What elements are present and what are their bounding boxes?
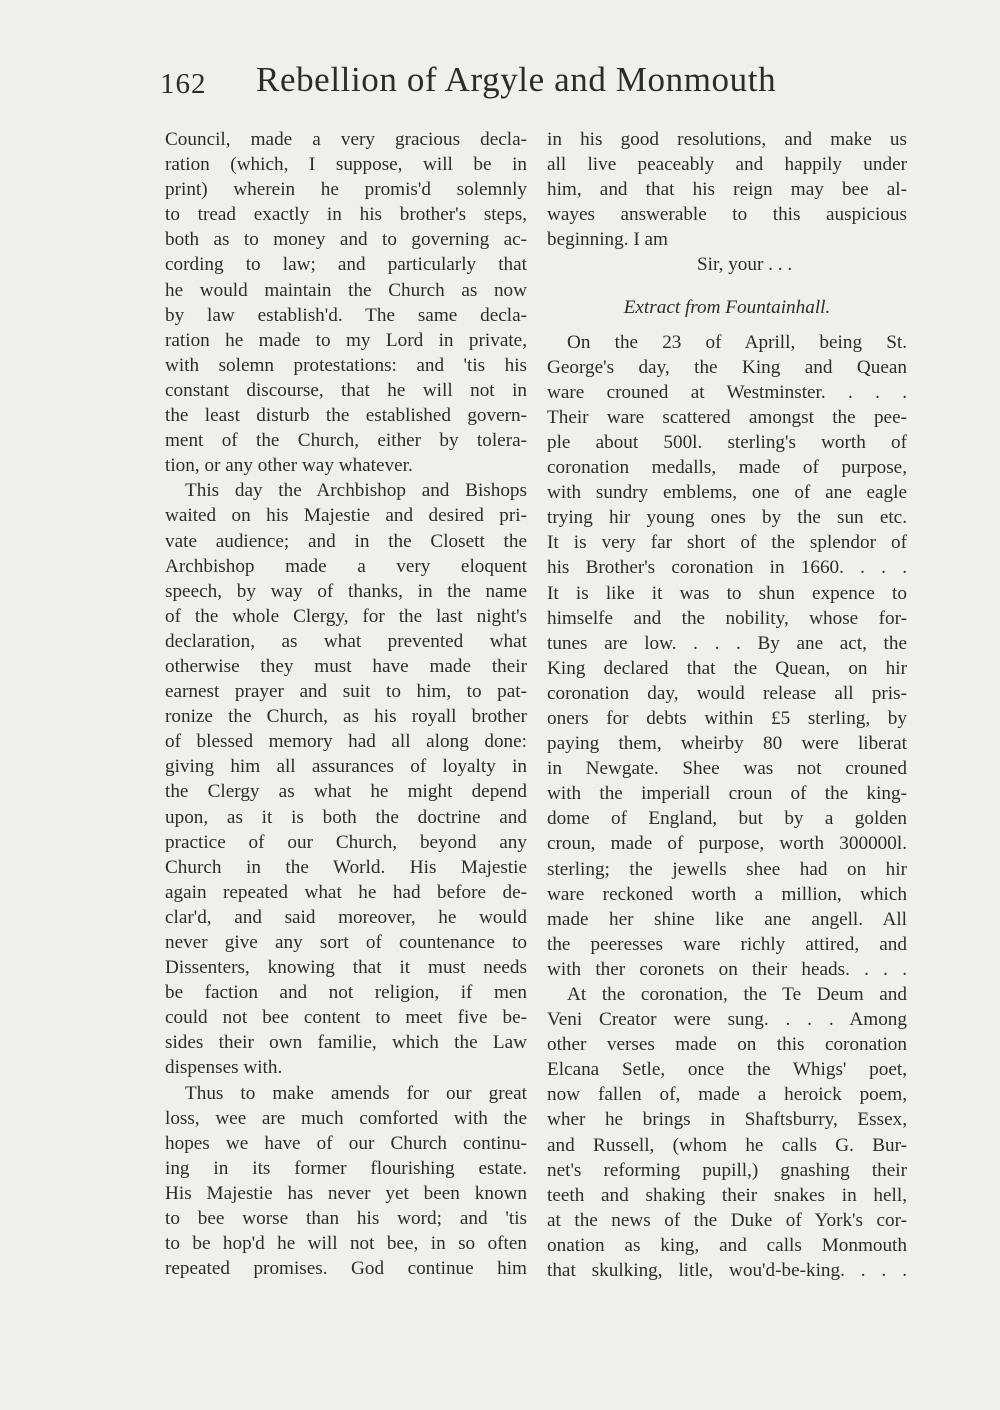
- paragraph-first-line: On the 23 of Aprill, being St.: [567, 331, 907, 353]
- text-line: hopes we have of our Church continu-: [165, 1132, 527, 1154]
- text-line: at the news of the Duke of York's cor-: [547, 1209, 907, 1231]
- text-line: dome of England, but by a golden: [547, 808, 907, 830]
- text-line: declaration, as what prevented what: [165, 630, 527, 652]
- paragraph-first-line: This day the Archbishop and Bishops: [185, 480, 527, 502]
- paragraph-first-line: At the coronation, the Te Deum and: [567, 984, 907, 1005]
- text-line: earnest prayer and suit to him, to pat-: [165, 681, 527, 703]
- text-line: now fallen of, made a heroick poem,: [547, 1084, 907, 1106]
- text-line: by law establish'd. The same decla-: [165, 304, 527, 326]
- paragraph-last-line: dispenses with.: [165, 1057, 283, 1079]
- text-line: in Newgate. Shee was not crouned: [547, 758, 907, 780]
- text-line: ration (which, I suppose, will be in: [165, 154, 527, 176]
- text-line: ware crouned at Westminster. . . .: [547, 381, 907, 403]
- text-line: giving him all assurances of loyalty in: [165, 756, 527, 778]
- text-line: George's day, the King and Quean: [547, 356, 907, 378]
- text-line: ware reckoned worth a million, which: [547, 883, 907, 905]
- text-line: trying hir young ones by the sun etc.: [547, 507, 907, 529]
- text-line: the least disturb the established govern-: [165, 405, 527, 427]
- paragraph-last-line: beginning. I am: [547, 229, 668, 251]
- text-line: of blessed memory had all along done:: [165, 731, 527, 753]
- text-line: oners for debts within £5 sterling, by: [547, 707, 907, 729]
- right-column: [547, 127, 907, 1283]
- text-line: of the whole Clergy, for the last night's: [165, 605, 527, 627]
- text-line: with ther coronets on their heads. . . .: [547, 958, 907, 980]
- text-line: to bee worse than his word; and 'tis: [165, 1208, 527, 1230]
- text-line: made her shine like ane angell. All: [547, 908, 907, 930]
- text-line: net's reforming pupill,) gnashing their: [547, 1159, 907, 1181]
- text-line: Elcana Setle, once the Whigs' poet,: [547, 1059, 907, 1081]
- text-line: the peeresses ware richly attired, and: [547, 933, 907, 955]
- text-line: his Brother's coronation in 1660. . . .: [547, 557, 907, 579]
- text-line: Veni Creator were sung. . . . Among: [547, 1009, 907, 1031]
- text-line: Their ware scattered amongst the pee-: [547, 406, 907, 428]
- text-line: repeated promises. God continue him: [165, 1258, 527, 1280]
- text-line: ronize the Church, as his royall brother: [165, 706, 527, 728]
- text-line: constant discourse, that he will not in: [165, 379, 527, 401]
- text-line: Council, made a very gracious decla-: [165, 129, 527, 150]
- left-column: [165, 127, 527, 1281]
- text-line: vate audience; and in the Closett the: [165, 530, 527, 552]
- text-line: with sundry emblems, one of ane eagle: [547, 482, 907, 504]
- text-line: himselfe and the nobility, whose for-: [547, 607, 907, 629]
- running-head: Rebellion of Argyle and Monmouth: [256, 60, 777, 99]
- text-line: Church in the World. His Majestie: [165, 856, 527, 878]
- text-line: cording to law; and particularly that: [165, 254, 527, 276]
- text-line: It is very far short of the splendor of: [547, 532, 907, 554]
- extract-heading: Extract from Fountainhall.: [623, 296, 831, 318]
- text-line: to be hop'd he will not bee, in so often: [165, 1233, 527, 1255]
- text-line: be faction and not religion, if men: [165, 982, 527, 1004]
- text-line: with the imperiall croun of the king-: [547, 783, 907, 805]
- text-line: sterling; the jewells shee had on hir: [547, 858, 907, 880]
- text-line: practice of our Church, beyond any: [165, 831, 527, 853]
- text-line: sides their own familie, which the Law: [165, 1032, 527, 1054]
- text-line: wayes answerable to this auspicious: [547, 204, 907, 226]
- text-line: speech, by way of thanks, in the name: [165, 580, 527, 602]
- text-line: onation as king, and calls Monmouth: [547, 1234, 907, 1256]
- text-line: the Clergy as what he might depend: [165, 781, 527, 803]
- text-line: could not bee content to meet five be-: [165, 1007, 527, 1029]
- text-line: His Majestie has never yet been known: [165, 1182, 527, 1204]
- text-line: clar'd, and said moreover, he would: [165, 906, 527, 928]
- text-line: wher he brings in Shaftsburry, Essex,: [547, 1109, 907, 1131]
- text-line: croun, made of purpose, worth 300000l.: [547, 833, 907, 855]
- text-line: loss, wee are much comforted with the: [165, 1107, 527, 1129]
- text-line: again repeated what he had before de-: [165, 881, 527, 903]
- text-line: him, and that his reign may bee al-: [547, 179, 907, 201]
- paragraph-first-line: Thus to make amends for our great: [185, 1082, 527, 1104]
- text-line: with solemn protestations: and 'tis his: [165, 354, 527, 376]
- text-line: ing in its former flourishing estate.: [165, 1157, 527, 1179]
- text-line: Archbishop made a very eloquent: [165, 555, 527, 577]
- text-line: King declared that the Quean, on hir: [547, 657, 907, 679]
- text-line: ment of the Church, either by tolera-: [165, 430, 527, 452]
- text-line: and Russell, (whom he calls G. Bur-: [547, 1134, 907, 1156]
- text-line: It is like it was to shun expence to: [547, 582, 907, 604]
- text-line: he would maintain the Church as now: [165, 279, 527, 301]
- text-line: other verses made on this coronation: [547, 1034, 907, 1056]
- text-line: tunes are low. . . . By ane act, the: [547, 632, 907, 654]
- text-line: Dissenters, knowing that it must needs: [165, 957, 527, 979]
- text-line: ration he made to my Lord in private,: [165, 329, 527, 351]
- letter-closing: Sir, your . . .: [697, 254, 793, 276]
- text-line: paying them, wheirby 80 were liberat: [547, 733, 907, 755]
- text-line: all live peaceably and happily under: [547, 154, 907, 176]
- text-line: print) wherein he promis'd solemnly: [165, 179, 527, 201]
- text-line: ple about 500l. sterling's worth of: [547, 431, 907, 453]
- text-line: otherwise they must have made their: [165, 655, 527, 677]
- paragraph-last-line: tion, or any other way whatever.: [165, 455, 413, 477]
- text-line: upon, as it is both the doctrine and: [165, 806, 527, 828]
- text-line: waited on his Majestie and desired pri-: [165, 505, 527, 527]
- page-header: [160, 60, 920, 110]
- page-number: 162: [160, 68, 207, 100]
- text-line: to tread exactly in his brother's steps,: [165, 204, 527, 226]
- text-line: in his good resolutions, and make us: [547, 129, 907, 150]
- text-line: that skulking, litle, wou'd-be-king. . . .: [547, 1260, 907, 1282]
- text-line: coronation day, would release all pris-: [547, 682, 907, 704]
- text-line: teeth and shaking their snakes in hell,: [547, 1184, 907, 1206]
- text-line: coronation medalls, made of purpose,: [547, 457, 907, 479]
- text-line: both as to money and to governing ac-: [165, 229, 527, 251]
- text-line: never give any sort of countenance to: [165, 932, 527, 953]
